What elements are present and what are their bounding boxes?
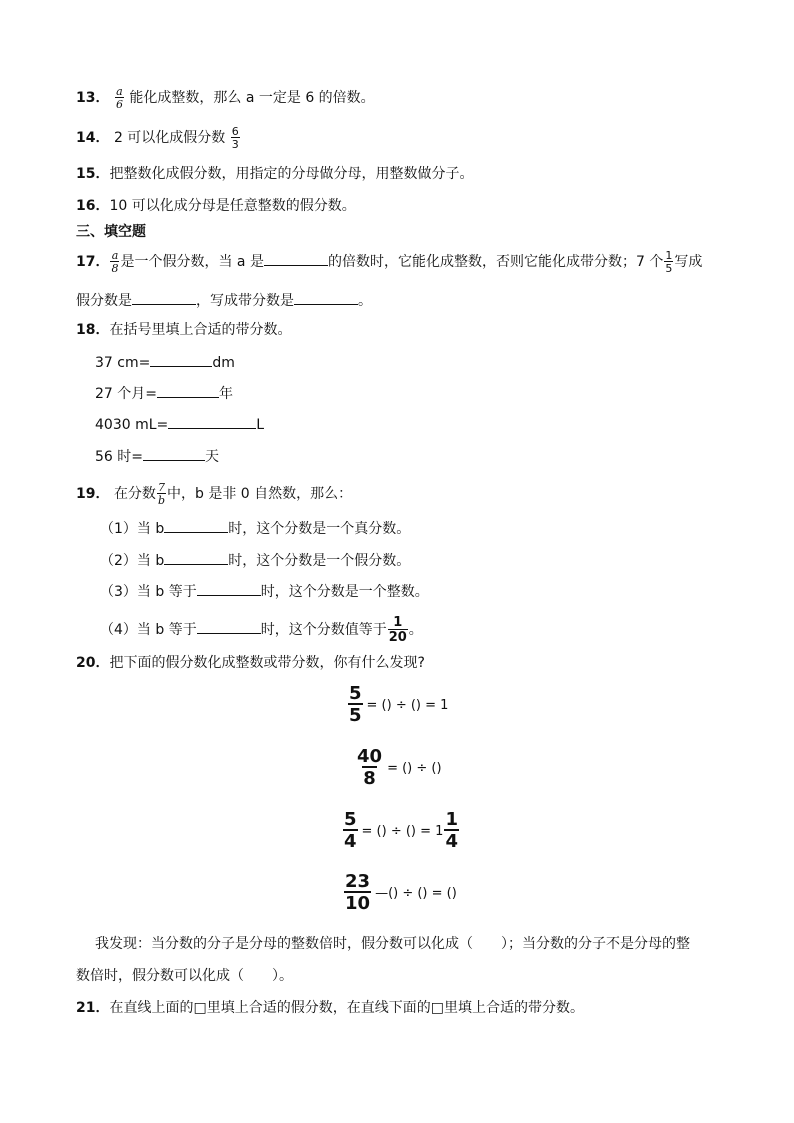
question-number: 15． [76,166,110,182]
numerator: 7 [157,481,165,494]
question-20 [76,653,425,673]
fraction [664,250,673,274]
section-title: 三、填空题 [76,224,146,240]
fraction [231,126,240,150]
item-label: 4030 mL= [95,417,169,433]
sub-text: （2）当 b [100,553,165,569]
sub-text: 时，这个分数值等于 [260,622,387,638]
question-text: 中，b 是非 0 自然数，那么： [166,486,353,502]
numerator: a [111,249,119,262]
sub-text: （1）当 b [100,521,165,537]
answer-blank[interactable] [150,352,212,367]
question-19 [76,482,352,506]
item-label: 27 个月= [95,386,157,402]
numerator: a [116,85,123,98]
item-unit: 年 [219,386,233,402]
equation-text: —() ÷ () = () [375,885,457,901]
fraction [344,873,371,913]
question-number: 17． [76,254,110,270]
fraction [348,685,363,725]
question-number: 13． [76,90,110,106]
question-13 [76,86,375,110]
answer-blank[interactable] [197,581,261,596]
answer-blank[interactable] [157,383,219,398]
question-number: 16． [76,198,110,214]
sub-text: 。 [408,622,423,638]
equation-text: = () ÷ () = 1 [366,697,449,713]
question-number: 14． [76,130,110,146]
denominator: 5 [349,705,362,726]
denominator: b [157,494,165,507]
fraction [157,482,166,506]
equation-1 [347,685,448,725]
question-18 [76,320,291,340]
question-text: 假分数是 [76,293,132,309]
fraction [115,86,124,110]
question-text: 在直线上面的□里填上合适的假分数，在直线下面的□里填上合适的带分数。 [109,1000,584,1016]
item-label: 56 时= [95,449,143,465]
question-number: 21． [76,1000,110,1016]
question-14 [76,126,241,150]
question-text: 2 可以化成假分数 [113,130,226,146]
answer-blank[interactable] [164,518,228,533]
finding-line-1: 我发现：当分数的分子是分母的整数倍时，假分数可以化成（ ）；当分数的分子不是分母的整 [95,936,690,952]
equation-2 [355,748,442,788]
item-unit: dm [212,355,235,371]
denominator: 8 [363,768,376,789]
question-text: 把整数化成假分数，用指定的分母做分母，用整数做分子。 [109,166,474,182]
answer-blank[interactable] [143,446,205,461]
question-17 [76,250,702,274]
question-text: 把下面的假分数化成整数或带分数，你有什么发现? [109,655,425,671]
item-label: 37 cm= [95,355,151,371]
question-16 [76,196,356,216]
sub-text: 时，这个分数是一个真分数。 [228,521,411,537]
answer-blank[interactable] [264,251,328,266]
item-unit: 天 [205,449,219,465]
numerator: 5 [344,809,357,830]
denominator: 4 [344,831,357,852]
denominator: 4 [445,831,458,852]
answer-blank[interactable] [164,550,228,565]
equation-3 [342,811,460,851]
equation-4 [343,873,457,913]
sub-text: （3）当 b 等于 [100,584,197,600]
answer-blank[interactable] [132,290,196,305]
numerator: 1 [445,809,458,830]
question-15 [76,164,473,184]
question-21 [76,998,584,1018]
numerator: 40 [357,746,383,767]
denominator: 10 [345,893,371,914]
equation-text: = () ÷ () = 1 [361,823,444,839]
denominator: 3 [231,138,239,151]
question-text: ，写成带分数是 [196,293,294,309]
denominator: 20 [388,630,407,645]
finding-line-2: 数倍时，假分数可以化成（ ）。 [76,968,293,984]
question-text: 在括号里填上合适的带分数。 [109,322,292,338]
sub-text: 时，这个分数是一个假分数。 [228,553,411,569]
denominator: 6 [115,98,123,111]
question-text: 10 可以化成分母是任意整数的假分数。 [109,198,356,214]
denominator: 8 [111,262,119,275]
question-text: 写成 [674,254,703,270]
q19-sub-4 [100,616,423,644]
q18-item-4 [95,446,219,467]
question-number: 18． [76,322,110,338]
answer-blank[interactable] [294,290,358,305]
question-17-line2 [76,290,372,311]
q18-item-3 [95,414,264,435]
answer-blank[interactable] [168,414,256,429]
fraction [388,616,408,644]
fraction [356,748,383,788]
fraction [343,811,358,851]
question-text: 在分数 [113,486,156,502]
sub-text: （4）当 b 等于 [100,622,197,638]
question-text: 的倍数时，它能化成整数，否则它能化成带分数；7 个 [327,254,664,270]
numerator: 23 [345,871,371,892]
q18-item-1 [95,352,235,373]
numerator: 6 [231,125,239,138]
q19-sub-3 [100,581,429,602]
numerator: 1 [393,615,403,630]
question-text: 。 [358,293,372,309]
q18-item-2 [95,383,233,404]
fraction [110,250,119,274]
question-text: 能化成整数，那么 a 一定是 6 的倍数。 [129,90,375,106]
numerator: 5 [349,683,362,704]
q19-sub-2 [100,550,410,571]
denominator: 5 [665,262,673,275]
fraction [444,811,459,851]
question-text: 是一个假分数，当 a 是 [120,254,264,270]
sub-text: 时，这个分数是一个整数。 [260,584,429,600]
question-number: 19． [76,486,110,502]
question-number: 20． [76,655,110,671]
q19-sub-1 [100,518,410,539]
equation-text: = () ÷ () [387,760,442,776]
answer-blank[interactable] [197,619,261,634]
numerator: 1 [665,249,673,262]
item-unit: L [256,417,265,433]
